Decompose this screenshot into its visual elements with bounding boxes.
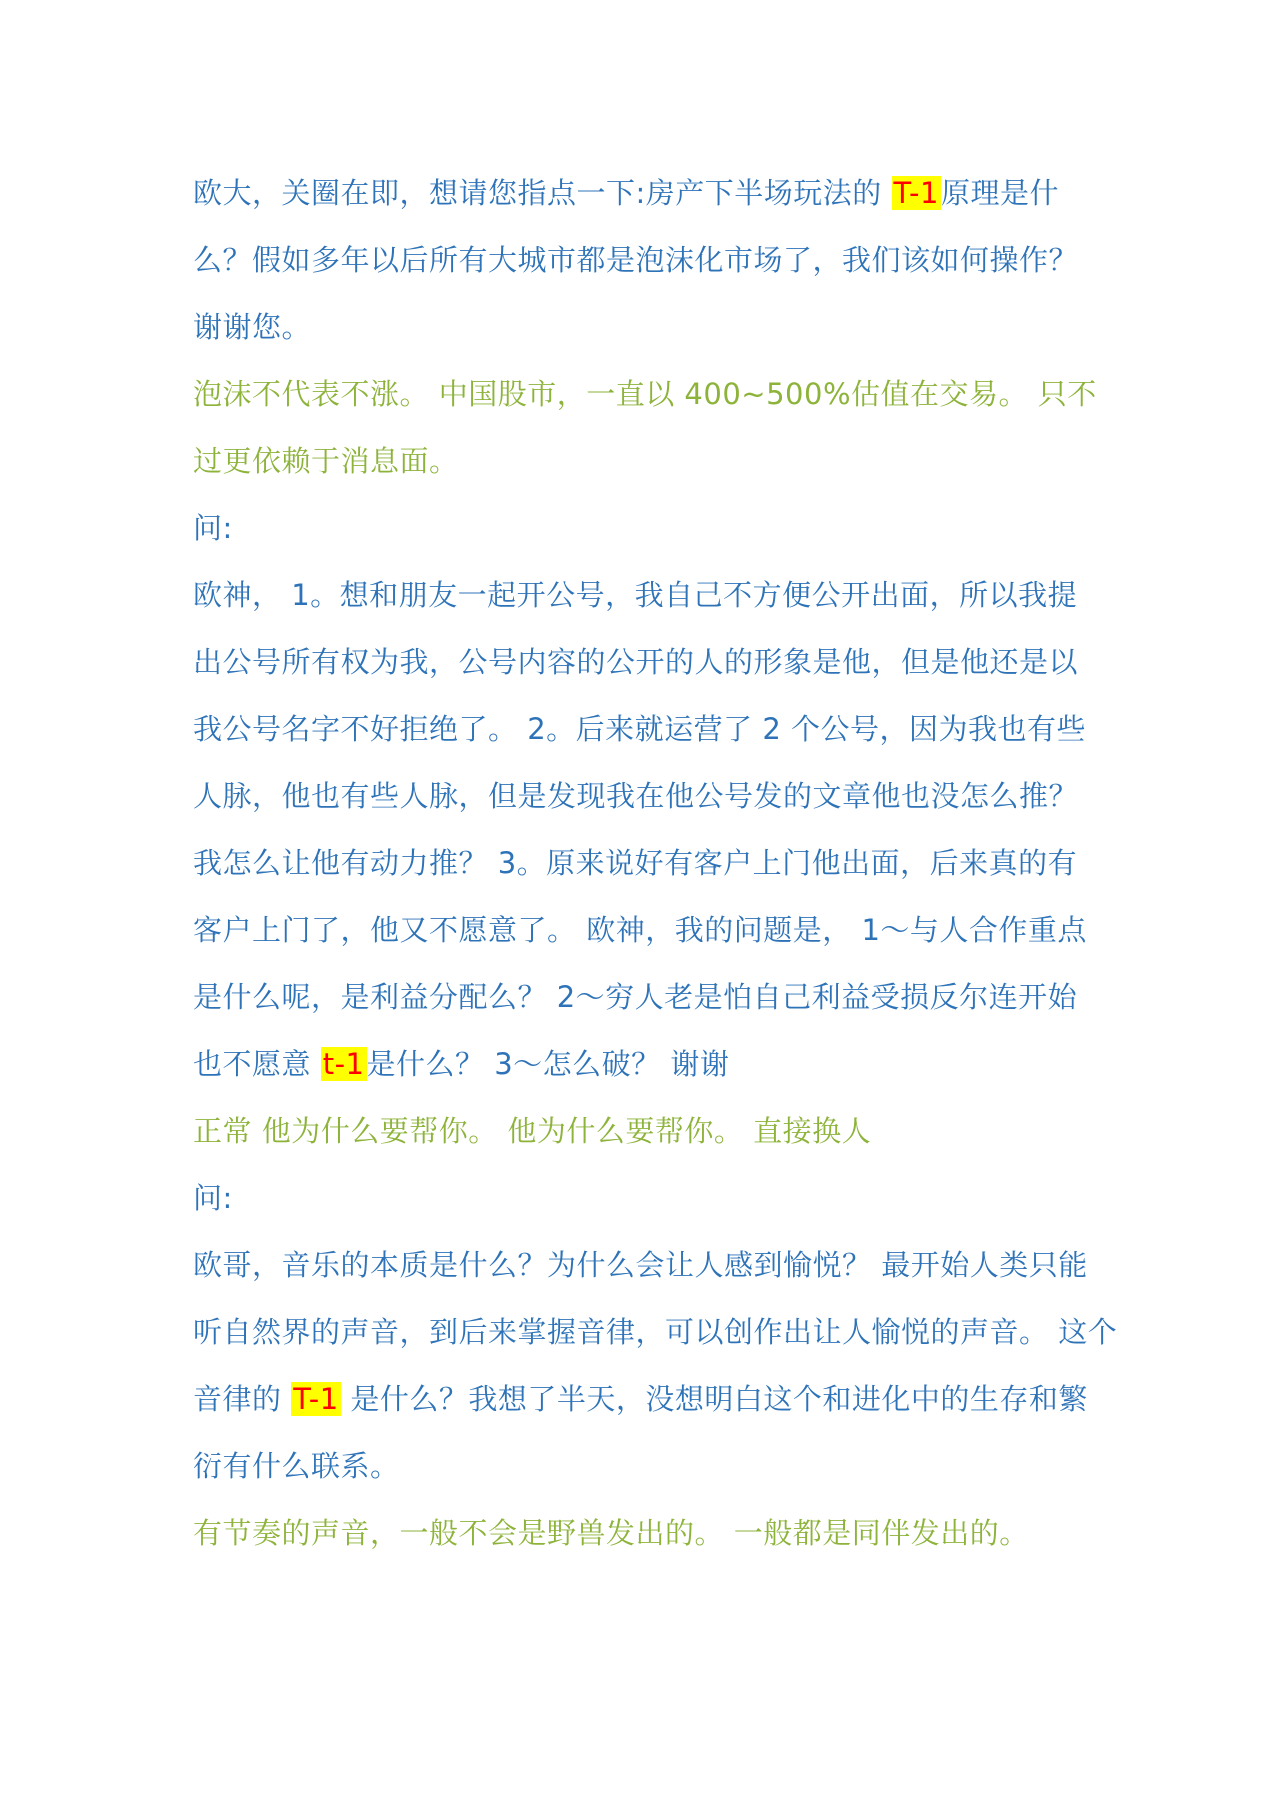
text-segment: 是什么？我想了半天，没想明白这个和进化中的生存和繁 [340,1382,1088,1416]
text-line [193,495,1113,562]
highlighted-term: T-1 [293,1382,339,1416]
text-segment: 衍有什么联系。 [193,1449,400,1483]
question-paragraph [193,562,1113,1098]
text-line [193,1366,1113,1433]
text-line [193,830,1113,897]
text-line [193,629,1113,696]
text-line [193,1433,1113,1500]
text-line [193,1098,1113,1165]
text-line [193,1232,1113,1299]
qa-content [193,160,1118,1567]
text-line [193,897,1113,964]
text-segment: 是什么？ 3～怎么破？ 谢谢 [366,1047,730,1081]
text-line [193,1165,1113,1232]
highlighted-term: t-1 [322,1047,365,1081]
highlighted-term: T-1 [893,176,939,210]
text-segment: 有节奏的声音，一般不会是野兽发出的。 一般都是同伴发出的。 [193,1516,1029,1550]
text-segment: 出公号所有权为我，公号内容的公开的人的形象是他，但是他还是以 [193,645,1079,679]
text-segment: 客户上门了，他又不愿意了。 欧神，我的问题是， 1～与人合作重点 [193,913,1087,947]
text-segment: 也不愿意 [193,1047,321,1081]
text-segment: 过更依赖于消息面。 [193,444,459,478]
text-segment: 人脉，他也有些人脉，但是发现我在他公号发的文章他也没怎么推？ [193,779,1079,813]
text-segment: 是什么呢，是利益分配么？ 2～穷人老是怕自己利益受损反尔连开始 [193,980,1078,1014]
answer-paragraph [193,361,1113,495]
answer-paragraph [193,1500,1113,1567]
text-line [193,1500,1113,1567]
text-line [193,227,1113,294]
question-paragraph [193,1232,1118,1500]
text-line [193,562,1113,629]
text-segment: 欧哥，音乐的本质是什么？为什么会让人感到愉悦？ 最开始人类只能 [193,1248,1088,1282]
text-line [193,696,1113,763]
question-paragraph [193,1165,1113,1232]
text-segment: 我怎么让他有动力推？ 3。原来说好有客户上门他出面，后来真的有 [193,846,1078,880]
text-line [193,1031,1113,1098]
text-segment: 谢谢您。 [193,310,312,344]
text-segment: 问: [193,1181,233,1215]
text-line [193,964,1113,1031]
question-paragraph [193,160,1113,361]
text-segment: 欧神， 1。想和朋友一起开公号，我自己不方便公开出面，所以我提 [193,578,1078,612]
text-segment: 么？假如多年以后所有大城市都是泡沫化市场了，我们该如何操作？ [193,243,1079,277]
text-segment: 泡沫不代表不涨。 中国股市，一直以 400~500%估值在交易。 只不 [193,377,1097,411]
text-segment: 问: [193,511,233,545]
text-segment: 欧大，关圈在即，想请您指点一下:房产下半场玩法的 [193,176,892,210]
text-line [193,763,1113,830]
text-segment: 正常 他为什么要帮你。 他为什么要帮你。 直接换人 [193,1114,872,1148]
text-line [193,1299,1118,1366]
text-segment: 音律的 [193,1382,292,1416]
text-segment: 听自然界的声音，到后来掌握音律，可以创作出让人愉悦的声音。 这个 [193,1315,1118,1349]
text-segment: 原理是什 [940,176,1059,210]
text-line [193,160,1113,227]
text-line [193,294,1113,361]
answer-paragraph [193,1098,1113,1165]
text-line [193,361,1113,428]
text-segment: 我公号名字不好拒绝了。 2。后来就运营了 2 个公号，因为我也有些 [193,712,1087,746]
question-paragraph [193,495,1113,562]
text-line [193,428,1113,495]
